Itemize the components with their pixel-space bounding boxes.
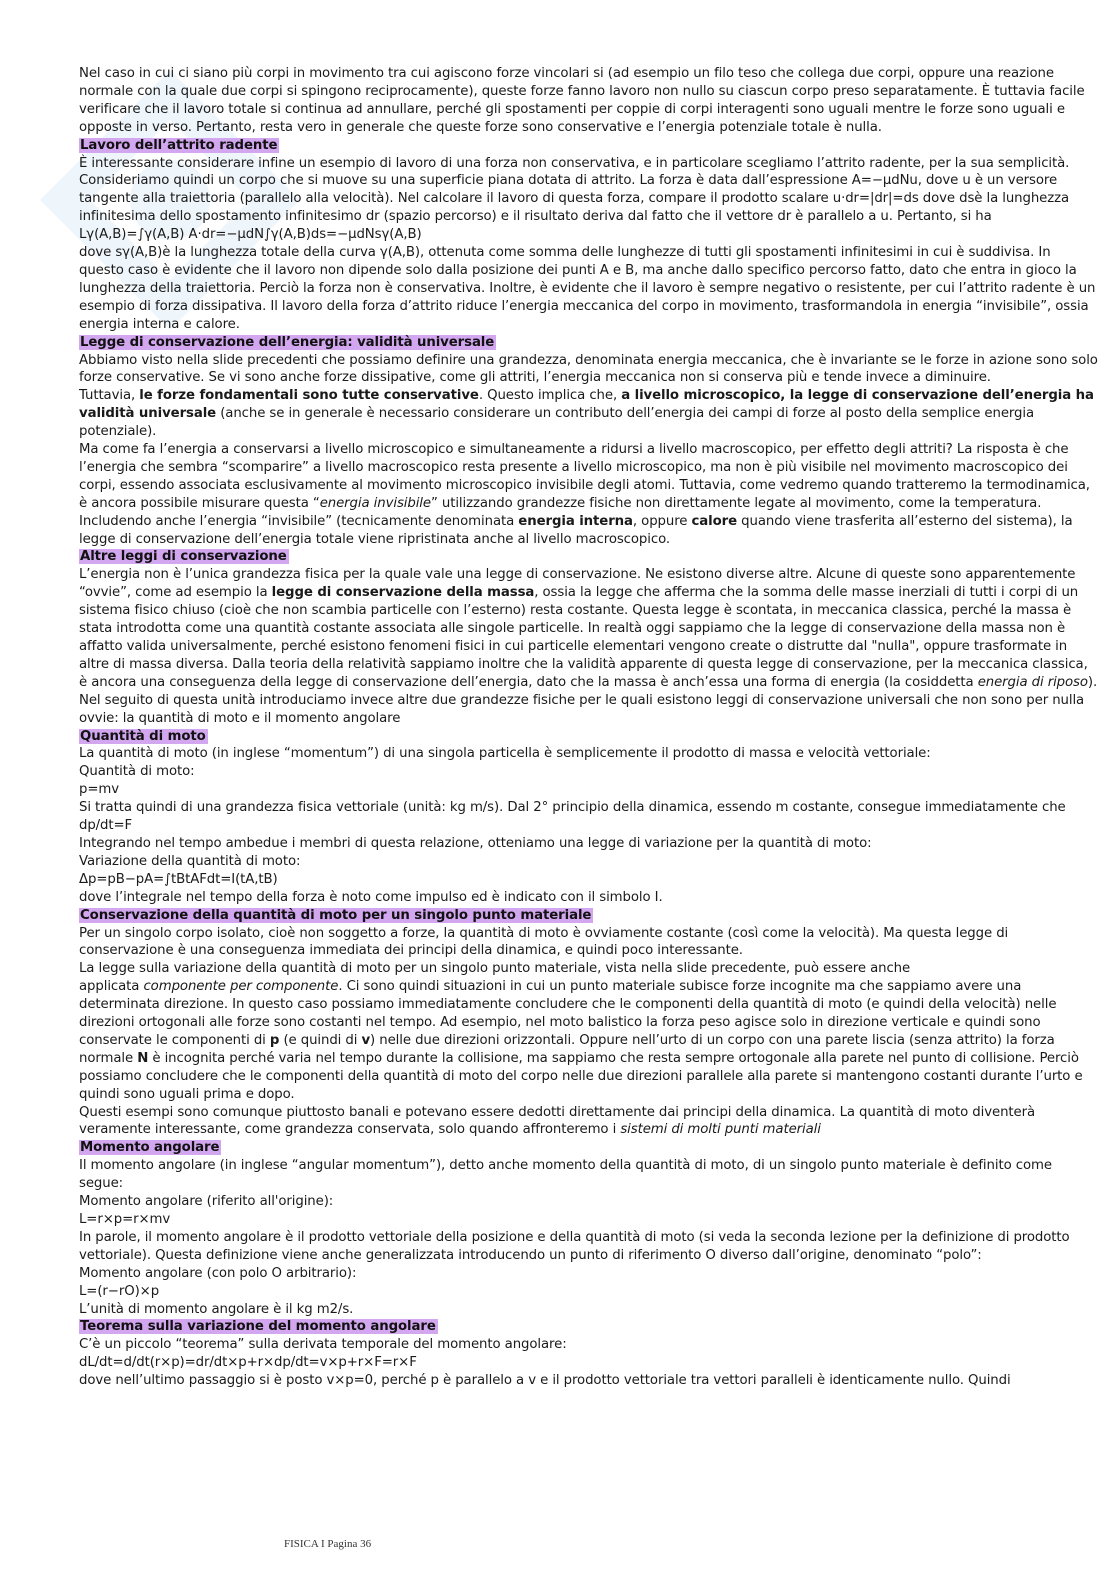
formula-label: Variazione della quantità di moto: (79, 853, 301, 869)
formula-derivata-momento: dL/dt=d/dt(r×p)=dr/dt×p+r×dp/dt=v×p+r×F=r×F (79, 1355, 417, 1371)
paragraph: Nel caso in cui ci siano più corpi in movimento tra cui agiscono forze vincolari si (ad esempio un filo teso che collega due corpi, oppure una reazione normale con la quale due corpi si spingono reciprocamente), queste forze fanno lavoro non nullo su ciascun corpo preso separatamente. È tuttavia facile verificare che il lavoro totale si continua ad annullare, perché gli spostamenti per coppie di corpi interagenti sono uguali mentre le forze sono uguali e opposte in verso. Pertanto, resta vero in generale che queste forze sono conservative e l’energia potenziale totale è nulla. (79, 66, 1085, 135)
paragraph: dove l’integrale nel tempo della forza è noto come impulso ed è indicato con il simbolo I. (79, 889, 663, 905)
section-heading-conservazione-energia: Legge di conservazione dell’energia: validità universale (80, 334, 495, 350)
formula-momento-angolare: L=r×p=r×mv (79, 1212, 171, 1227)
formula-label: Quantità di moto: (79, 764, 195, 780)
section-heading-momento-angolare: Momento angolare (80, 1140, 220, 1156)
formula-label: Momento angolare (riferito all'origine): (79, 1194, 334, 1210)
section-heading-quantita-di-moto: Quantità di moto (80, 728, 206, 744)
formula-label: Momento angolare (con polo O arbitrario): (79, 1265, 357, 1281)
paragraph: L’unità di momento angolare è il kg m2/s. (79, 1301, 354, 1317)
paragraph: La quantità di moto (in inglese “momentum”) di una singola particella è semplicemente il prodotto di massa e velocità vettoriale: (79, 746, 931, 762)
paragraph: dove nell’ultimo passaggio si è posto v×p=0, perché p è parallelo a v e il prodotto vettoriale tra vettori paralleli è identicamente nullo. Quindi (79, 1373, 1011, 1389)
paragraph: Per un singolo corpo isolato, cioè non soggetto a forze, la quantità di moto è ovviamente costante (così come la velocità). Ma questa legge di conservazione è una conseguenza immediata dei principi della dinamica, e quindi poco interessante. (79, 925, 1009, 959)
page-footer: FISICA I Pagina 36 (284, 1538, 372, 1550)
paragraph: In parole, il momento angolare è il prodotto vettoriale della posizione e della quantità di moto (si veda la seconda lezione per la definizione di prodotto vettoriale). Questa definizione viene anche generalizzata introducendo un punto di riferimento O diverso dall’origine, denominato “polo”: (79, 1229, 1070, 1263)
paragraph: Ma come fa l’energia a conservarsi a livello microscopico e simultaneamente a ridursi a livello macroscopico, per effetto degli attriti? La risposta è che l’energia che sembra “scomparire” a livello macroscopico resta presente a livello microscopico, ma non è più visibile nel movimento macroscopico dei corpi, essendo associata esclusivamente al movimento microscopico invisibile degli atomi. Tuttavia, come vedremo quando tratteremo la termodinamica, è ancora possibile misurare questa “energia invisibile” utilizzando grandezze fisiche non direttamente legate al movimento, come la temperatura. Includendo anche l’energia “invisibile” (tecnicamente denominata energia interna, oppure calore quando viene trasferita all’esterno del sistema), la legge di conservazione dell’energia totale viene ripristinata anche al livello macroscopico. (79, 442, 1090, 547)
formula-lavoro-attrito: Lγ(A,B)=∫γ(A,B) A·dr=−μdN∫γ(A,B)ds=−μdNsγ(A,B) (79, 227, 422, 243)
paragraph: Questi esempi sono comunque piuttosto banali e potevano essere dedotti direttamente dai principi della dinamica. La quantità di moto diventerà veramente interessante, come grandezza conservata, solo quando affronteremo i sistemi di molti punti materiali (79, 1104, 1036, 1138)
paragraph: È interessante considerare infine un esempio di lavoro di una forza non conservativa, e in particolare scegliamo l’attrito radente, per la sua semplicità. (79, 155, 1070, 171)
section-heading-altre-leggi: Altre leggi di conservazione (80, 549, 287, 565)
section-heading-attrito: Lavoro dell’attrito radente (80, 137, 278, 153)
paragraph: L’energia non è l’unica grandezza fisica per la quale vale una legge di conservazione. Ne esistono diverse altre. Alcune di queste sono apparentemente “ovvie”, come ad esempio la legge di conservazione della massa, ossia la legge che afferma che la somma delle masse inerziali di tutti i corpi di un sistema fisico chiuso (cioè che non scambia particelle con l’esterno) resta costante. Questa legge è scontata, in meccanica classica, perché la massa è stata introdotta come una quantità costante associata alle singole particelle. In realtà oggi sappiamo che la legge di conservazione della massa non è affatto valida universalmente, perché esistono fenomeni fisici in cui particelle elementari vengono create o distrutte dal "nulla", oppure trasformate in altre di massa diversa. Dalla teoria della relatività sappiamo inoltre che la validità apparente di questa legge di conservazione, per la meccanica classica, è ancora una conseguenza della legge di conservazione dell’energia, dato che la massa è anch’essa una forma di energia (la cosiddetta energia di riposo). (79, 567, 1098, 690)
paragraph: Integrando nel tempo ambedue i membri di questa relazione, otteniamo una legge di variazione per la quantità di moto: (79, 835, 872, 851)
paragraph: Si tratta quindi di una grandezza fisica vettoriale (unità: kg m/s). Dal 2° principio della dinamica, essendo m costante, consegue immediatamente che (79, 800, 1066, 816)
section-heading-conservazione-qdm: Conservazione della quantità di moto per un singolo punto materiale (80, 907, 592, 923)
paragraph: Il momento angolare (in inglese “angular momentum”), detto anche momento della quantità di moto, di un singolo punto materiale è definito come segue: (79, 1158, 1052, 1192)
paragraph: C’è un piccolo “teorema” sulla derivata temporale del momento angolare: (79, 1337, 567, 1353)
paragraph: Abbiamo visto nella slide precedenti che possiamo definire una grandezza, denominata energia meccanica, che è invariante se le forze in azione sono solo forze conservative. Se vi sono anche forze dissipative, come gli attriti, l’energia meccanica non si conserva più e tende invece a diminuire. (79, 352, 1098, 386)
paragraph: dove sγ(A,B)è la lunghezza totale della curva γ(A,B), ottenuta come somma delle lunghezze di tutti gli spostamenti infinitesimi in cui è suddivisa. In questo caso è evidente che il lavoro non dipende solo dalla posizione dei punti A e B, ma anche dallo specifico percorso fatto, dato che entra in gioco la lunghezza della traiettoria. Perciò la forza non è conservativa. Inoltre, è evidente che il lavoro è sempre negativo o resistente, per cui l’attrito radente è un esempio di forza dissipativa. Il lavoro della forza d’attrito riduce l’energia meccanica del corpo in movimento, trasformandola in energia “invisibile”, ossia energia interna e calore. (79, 245, 1096, 332)
paragraph: La legge sulla variazione della quantità di moto per un singolo punto materiale, vista nella slide precedente, può essere anche (79, 961, 911, 977)
formula-secondo-principio: dp/dt=F (79, 818, 133, 834)
paragraph: Nel seguito di questa unità introduciamo invece altre due grandezze fisiche per le quali esistono leggi di conservazione universali che non sono per nulla ovvie: la quantità di moto e il momento angolare (79, 692, 1085, 726)
document-body (79, 65, 1099, 1390)
paragraph: applicata componente per componente. Ci sono quindi situazioni in cui un punto materiale subisce forze incognite ma che sappiamo avere una determinata direzione. In questo caso possiamo immediatamente concludere che le componenti della quantità di moto (e quindi della velocità) nelle direzioni ortogonali alle forze sono costanti nel tempo. Ad esempio, nel moto balistico la forza peso agisce solo in direzione verticale e quindi sono conservate le componenti di p (e quindi di v) nelle due direzioni orizzontali. Oppure nell’urto di un corpo con una parete liscia (senza attrito) la forza normale N è incognita perché varia nel tempo durante la collisione, ma sappiamo che resta sempre ortogonale alla parete nel punto di collisione. Perciò possiamo concludere che le componenti della quantità di moto del corpo nelle due direzioni parallele alla parete si mantengono costanti durante l’urto e quindi sono uguali prima e dopo. (79, 979, 1083, 1102)
formula-momento-polo: L=(r−rO)×p (79, 1283, 160, 1299)
section-heading-teorema: Teorema sulla variazione del momento angolare (80, 1319, 436, 1335)
paragraph: Consideriamo quindi un corpo che si muove su una superficie piana dotata di attrito. La forza è data dall’espressione A=−μdNu, dove u è un versore tangente alla traiettoria (parallelo alla velocità). Nel calcolare il lavoro di questa forza, compare il prodotto scalare u·dr=|dr|=ds dove dsè la lunghezza infinitesima dello spostamento infinitesimo dr (spazio percorso) e il risultato deriva dal fatto che il vettore dr è parallelo a u. Pertanto, si ha (79, 173, 1070, 225)
formula-impulso: Δp=pB−pA=∫tBtAFdt=I(tA,tB) (79, 871, 278, 887)
formula-quantita-di-moto: p=mv (79, 782, 120, 798)
paragraph: Tuttavia, le forze fondamentali sono tutte conservative. Questo implica che, a livello microscopico, la legge di conservazione dell’energia ha validità universale (anche se in generale è necessario considerare un contributo dell’energia dei campi di forze al posto della semplice energia potenziale). (79, 388, 1094, 440)
